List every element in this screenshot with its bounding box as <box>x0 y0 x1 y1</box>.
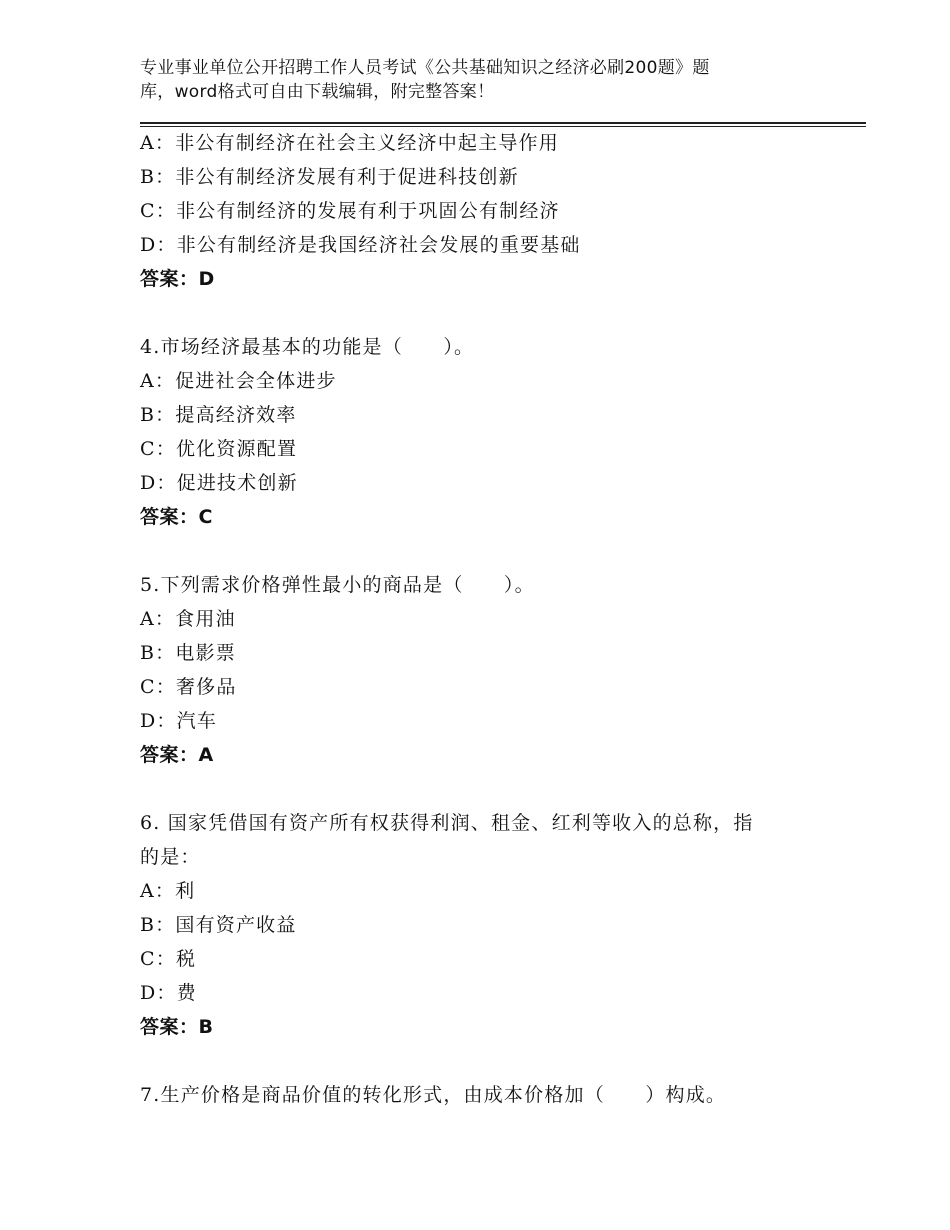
option-b: B：电影票 <box>140 642 236 664</box>
header-rule-thick <box>140 122 866 124</box>
question-stem: 4.市场经济最基本的功能是（ ）。 <box>140 336 475 358</box>
option-c: C：税 <box>140 948 197 970</box>
question-stem-line-2: 的是： <box>140 846 201 868</box>
option-d: D：汽车 <box>140 710 218 732</box>
question-6 <box>140 806 820 1044</box>
option-b: B：非公有制经济发展有利于促进科技创新 <box>140 166 519 188</box>
question-list <box>140 126 820 1112</box>
option-c: C：非公有制经济的发展有利于巩固公有制经济 <box>140 200 560 222</box>
spacer <box>140 296 820 330</box>
answer: 答案：A <box>140 744 214 766</box>
option-b: B：国有资产收益 <box>140 914 297 936</box>
question-4 <box>140 330 820 534</box>
option-d: D：非公有制经济是我国经济社会发展的重要基础 <box>140 234 581 256</box>
question-3 <box>140 126 820 296</box>
option-d: D：费 <box>140 982 197 1004</box>
document-header <box>140 56 780 104</box>
answer: 答案：D <box>140 268 215 290</box>
question-5 <box>140 568 820 772</box>
question-7 <box>140 1078 820 1112</box>
spacer <box>140 1044 820 1078</box>
option-a: A：促进社会全体进步 <box>140 370 337 392</box>
answer: 答案：C <box>140 506 213 528</box>
header-line-2: 库，word格式可自由下载编辑，附完整答案！ <box>140 82 495 102</box>
option-c: C：优化资源配置 <box>140 438 298 460</box>
spacer <box>140 534 820 568</box>
header-line-1: 专业事业单位公开招聘工作人员考试《公共基础知识之经济必刷200题》题 <box>140 58 710 78</box>
option-c: C：奢侈品 <box>140 676 237 698</box>
option-a: A：利 <box>140 880 196 902</box>
question-stem: 7.生产价格是商品价值的转化形式，由成本价格加（ ）构成。 <box>140 1084 727 1106</box>
answer: 答案：B <box>140 1016 214 1038</box>
question-stem-line-1: 6. 国家凭借国有资产所有权获得利润、租金、红利等收入的总称，指 <box>140 812 754 834</box>
spacer <box>140 772 820 806</box>
question-stem: 5.下列需求价格弹性最小的商品是（ ）。 <box>140 574 535 596</box>
option-a: A：食用油 <box>140 608 236 630</box>
option-d: D：促进技术创新 <box>140 472 298 494</box>
option-b: B：提高经济效率 <box>140 404 297 426</box>
option-a: A：非公有制经济在社会主义经济中起主导作用 <box>140 132 559 154</box>
